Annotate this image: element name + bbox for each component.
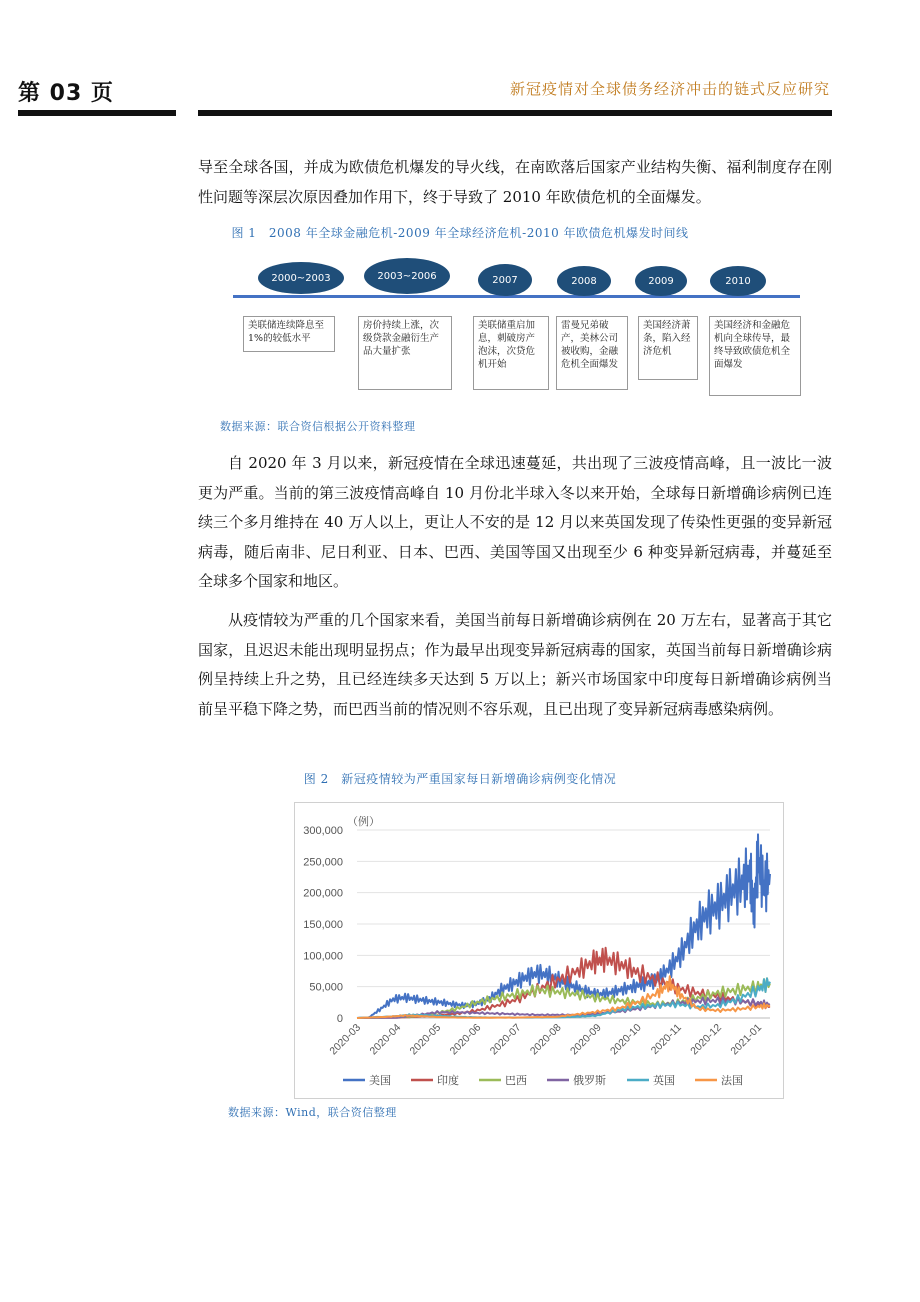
header-rule-left [18,110,176,116]
chart-frame [294,802,784,1099]
figure1-source: 数据来源：联合资信根据公开资料整理 [220,420,416,433]
page-number: 第 03 页 [18,81,114,106]
x-tick-label: 2020-11 [648,1021,684,1057]
timeline-event-5: 美国经济萧条，陷入经济危机 [638,316,698,380]
figure1-caption: 图 1 2008 年全球金融危机-2009 年全球经济危机-2010 年欧债危机爆发时间线 [231,226,689,240]
timeline-event-1: 美联储连续降息至1%的较低水平 [243,316,335,352]
x-tick-label: 2020-06 [447,1021,484,1058]
legend-label: 巴西 [505,1074,527,1087]
x-tick-label: 2021-01 [728,1021,765,1058]
figure2-source: 数据来源：Wind，联合资信整理 [228,1106,397,1119]
figure2-caption: 图 2 新冠疫情较为严重国家每日新增确诊病例变化情况 [303,772,617,786]
timeline-event-3: 美联储重启加息，刺破房产泡沫，次贷危机开始 [473,316,549,390]
x-tick-label: 2020-07 [487,1021,524,1058]
document-title: 新冠疫情对全球债务经济冲击的链式反应研究 [509,80,830,98]
timeline-year-5: 2009 [635,266,687,296]
timeline-axis [233,295,800,298]
y-tick-label: 300,000 [303,825,343,837]
timeline-year-4: 2008 [557,266,611,296]
legend-label: 印度 [437,1074,459,1087]
x-tick-label: 2020-10 [608,1021,644,1058]
timeline-event-4: 雷曼兄弟破产，美林公司被收购，金融危机全面爆发 [556,316,628,390]
y-tick-label: 150,000 [303,919,343,931]
timeline-year-3: 2007 [478,264,532,296]
y-tick-label: 100,000 [303,950,343,963]
x-tick-label: 2020-08 [527,1021,564,1058]
timeline-event-6: 美国经济和金融危机向全球传导，最终导致欧债危机全面爆发 [709,316,801,396]
y-tick-label: 50,000 [309,981,343,994]
header-rule-right [198,110,832,116]
y-unit-label: （例） [347,815,380,828]
x-tick-label: 2020-05 [407,1021,444,1058]
y-tick-label: 250,000 [303,856,343,869]
paragraph-continuation: 导至全球各国，并成为欧债危机爆发的导火线，在南欧落后国家产业结构失衡、福利制度存在刚性问题等深层次原因叠加作用下，终于导致了 2010 年欧债危机的全面爆发。 [198,158,832,206]
x-tick-label: 2020-12 [688,1021,724,1058]
legend-label: 法国 [721,1074,743,1087]
legend-label: 俄罗斯 [573,1074,606,1087]
timeline-event-2: 房价持续上涨，次级贷款金融衍生产品大量扩张 [358,316,452,390]
legend-label: 英国 [653,1074,675,1087]
paragraph-1: 自 2020 年 3 月以来，新冠疫情在全球迅速蔓延，共出现了三波疫情高峰，且一波比一波更为严重。当前的第三波疫情高峰自 10 月份北半球入冬以来开始，全球每日新增确诊病例已连续三个多月维持在 40 万人以上，更让人不安的是 12 月以来英国发现了传染性更强的变异新冠病毒，随后南非、尼日利亚、日本、巴西、美国等国又出现至少 6 种变异新冠病毒，并蔓延至全球多个国家和地区。 [198,454,832,590]
x-tick-label: 2020-03 [327,1021,364,1058]
legend-label: 美国 [369,1074,391,1087]
x-tick-label: 2020-04 [367,1021,404,1058]
paragraph-2: 从疫情较为严重的几个国家来看，美国当前每日新增确诊病例在 20 万左右，显著高于其它国家，且迟迟未能出现明显拐点；作为最早出现变异新冠病毒的国家，英国当前每日新增确诊病例呈持续上升之势，且已经连续多天达到 5 万以上；新兴市场国家中印度每日新增确诊病例当前呈平稳下降之势，而巴西当前的情况则不容乐观，且已出现了变异新冠病毒感染病例。 [198,611,832,718]
timeline-year-6: 2010 [710,266,766,296]
y-tick-label: 200,000 [303,887,343,900]
y-tick-label: 0 [336,1013,343,1025]
timeline-year-1: 2000~2003 [258,262,344,294]
daily-cases-chart [295,803,783,1098]
timeline-year-2: 2003~2006 [364,258,450,294]
x-tick-label: 2020-09 [567,1021,604,1058]
